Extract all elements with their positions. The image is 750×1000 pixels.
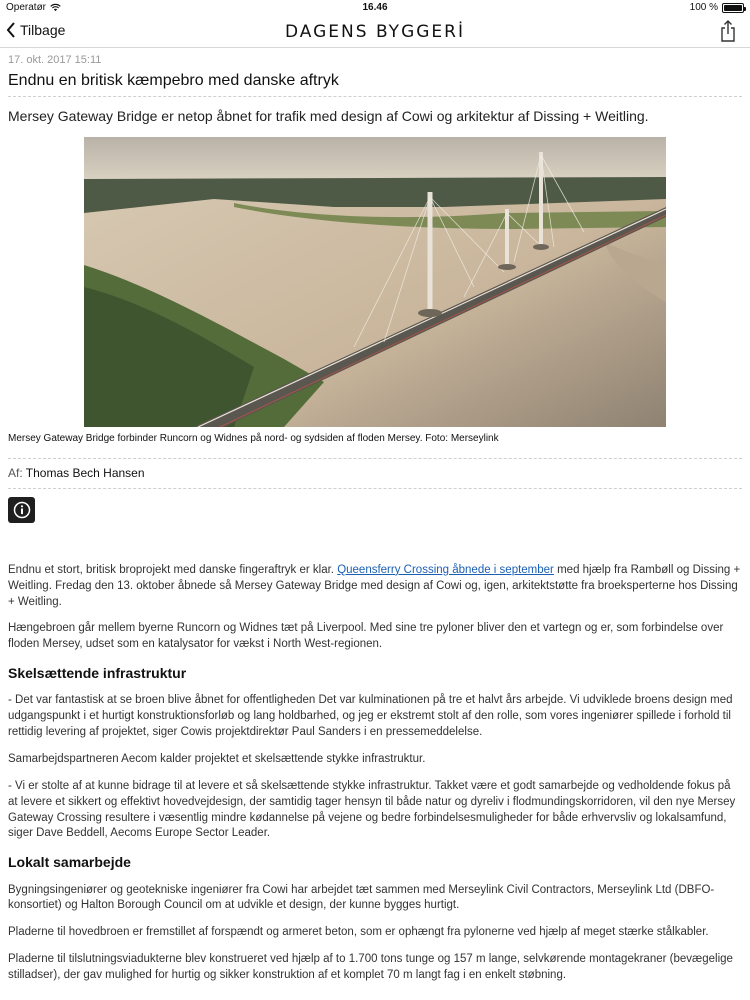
- paragraph-text: Endnu et stort, britisk broprojekt med danske fingeraftryk er klar.: [8, 563, 334, 576]
- article-headline: Endnu en britisk kæmpebro med danske aftryk: [8, 72, 742, 97]
- status-time: 16.46: [362, 2, 388, 13]
- back-label: Tilbage: [20, 22, 66, 38]
- author-line: [8, 466, 742, 489]
- paragraph-text: med hjælp fra Rambøll og Dissing + Weitling. Fredag den 13. oktober åbnede så Mersey Gateway Bridge med design af Cowi og, igen, arkitektstøtte fra broeksperterne hos Dissing + Weitling.: [8, 563, 741, 608]
- section-heading: Lokalt samarbejde: [8, 854, 131, 871]
- paragraph: - Det var fantastisk at se broen blive åbnet for offentligheden Det var kulminationen på tre et halvt års arbejde. Vi udviklede broens design med udgangspunkt i et hurtigt konstruktionsforløb og lang holdbarhed, og jeg er ekstremt stolt af den rolle, som vores ingeniører spillede i forhold til rettidig levering af projektet, siger Cowis projektdirektør Paul Sanders i en pressemeddelelse.: [8, 694, 733, 739]
- paragraph: Hængebroen går mellem byerne Runcorn og Widnes tæt på Liverpool. Med sine tre pyloner bliver den et vartegn og er, som forbindelse over floden Mersey, udset som en katalysator for vækst i North West-regionen.: [8, 622, 724, 651]
- article-lead: Mersey Gateway Bridge er netop åbnet for trafik med design af Cowi og arkitektur af Dissing + Weitling.: [8, 108, 649, 124]
- author-prefix: Af:: [8, 465, 23, 480]
- image-caption: Mersey Gateway Bridge forbinder Runcorn og Widnes på nord- og sydsiden af floden Mersey. Foto: Merseylink: [8, 433, 742, 459]
- paragraph: Pladerne til hovedbroen er fremstillet af forspændt og armeret beton, som er ophængt fra pylonerne ved hjælp af meget stærke stålkabler.: [8, 926, 709, 939]
- article-body: [8, 563, 742, 984]
- paragraph: [8, 563, 742, 611]
- author-name: Thomas Bech Hansen: [25, 465, 145, 480]
- share-icon: [720, 20, 736, 42]
- nav-bar: [0, 16, 750, 48]
- article-date: 17. okt. 2017 15:11: [8, 54, 102, 66]
- carrier-label: Operatør: [6, 2, 47, 13]
- paragraph: Pladerne til tilslutningsviadukterne blev konstrueret ved hjælp af to 1.700 tons tunge og 157 m lange, selvkørende montagekraner (bevægelige stilladser), der gav mulighed for hurtig og sikker konstruktion af et komplet 70 m langt fag i en enkelt støbning.: [8, 953, 733, 982]
- share-button[interactable]: [720, 20, 736, 47]
- hero-image[interactable]: [84, 137, 666, 427]
- paragraph: - Vi er stolte af at kunne bidrage til at levere et så skelsættende stykke infrastruktur. Takket være et godt samarbejde og vedholdende fokus på at levere et sikkert og effektivt hovedvejdesign, der samtidig tager hensyn til både natur og dyreliv i flodmundingskorridoren, vil den nye Mersey Gateway Crossing resultere i væsentlig mindre kødannelse på vejene og bedre forbindelsesmuligheder for både erhvervsliv og lokalsamfund, siger Dave Beddell, Aecoms Europe Sector Leader.: [8, 779, 736, 840]
- battery-fill: [724, 5, 742, 11]
- battery-percent: 100 %: [689, 2, 718, 13]
- article: [8, 54, 742, 995]
- brand-logo: DAGENS BYGGERİ: [285, 22, 465, 42]
- status-bar: [0, 0, 750, 16]
- status-battery-group: [690, 2, 744, 13]
- queensferry-link[interactable]: Queensferry Crossing åbnede i september: [337, 563, 554, 576]
- battery-icon: [722, 3, 744, 13]
- paragraph: Bygningsingeniører og geotekniske ingeniører fra Cowi har arbejdet tæt sammen med Merseylink Civil Contractors, Merseylink Ltd (DBFO-konsortiet) og Halton Borough Council om at udvikle et design, der kunne bygges hurtigt.: [8, 883, 715, 912]
- paragraph: Samarbejdspartneren Aecom kalder projektet et skelsættende stykke infrastruktur.: [8, 752, 426, 765]
- section-heading: Skelsættende infrastruktur: [8, 665, 187, 682]
- info-button[interactable]: [8, 497, 35, 523]
- info-icon: [13, 501, 31, 519]
